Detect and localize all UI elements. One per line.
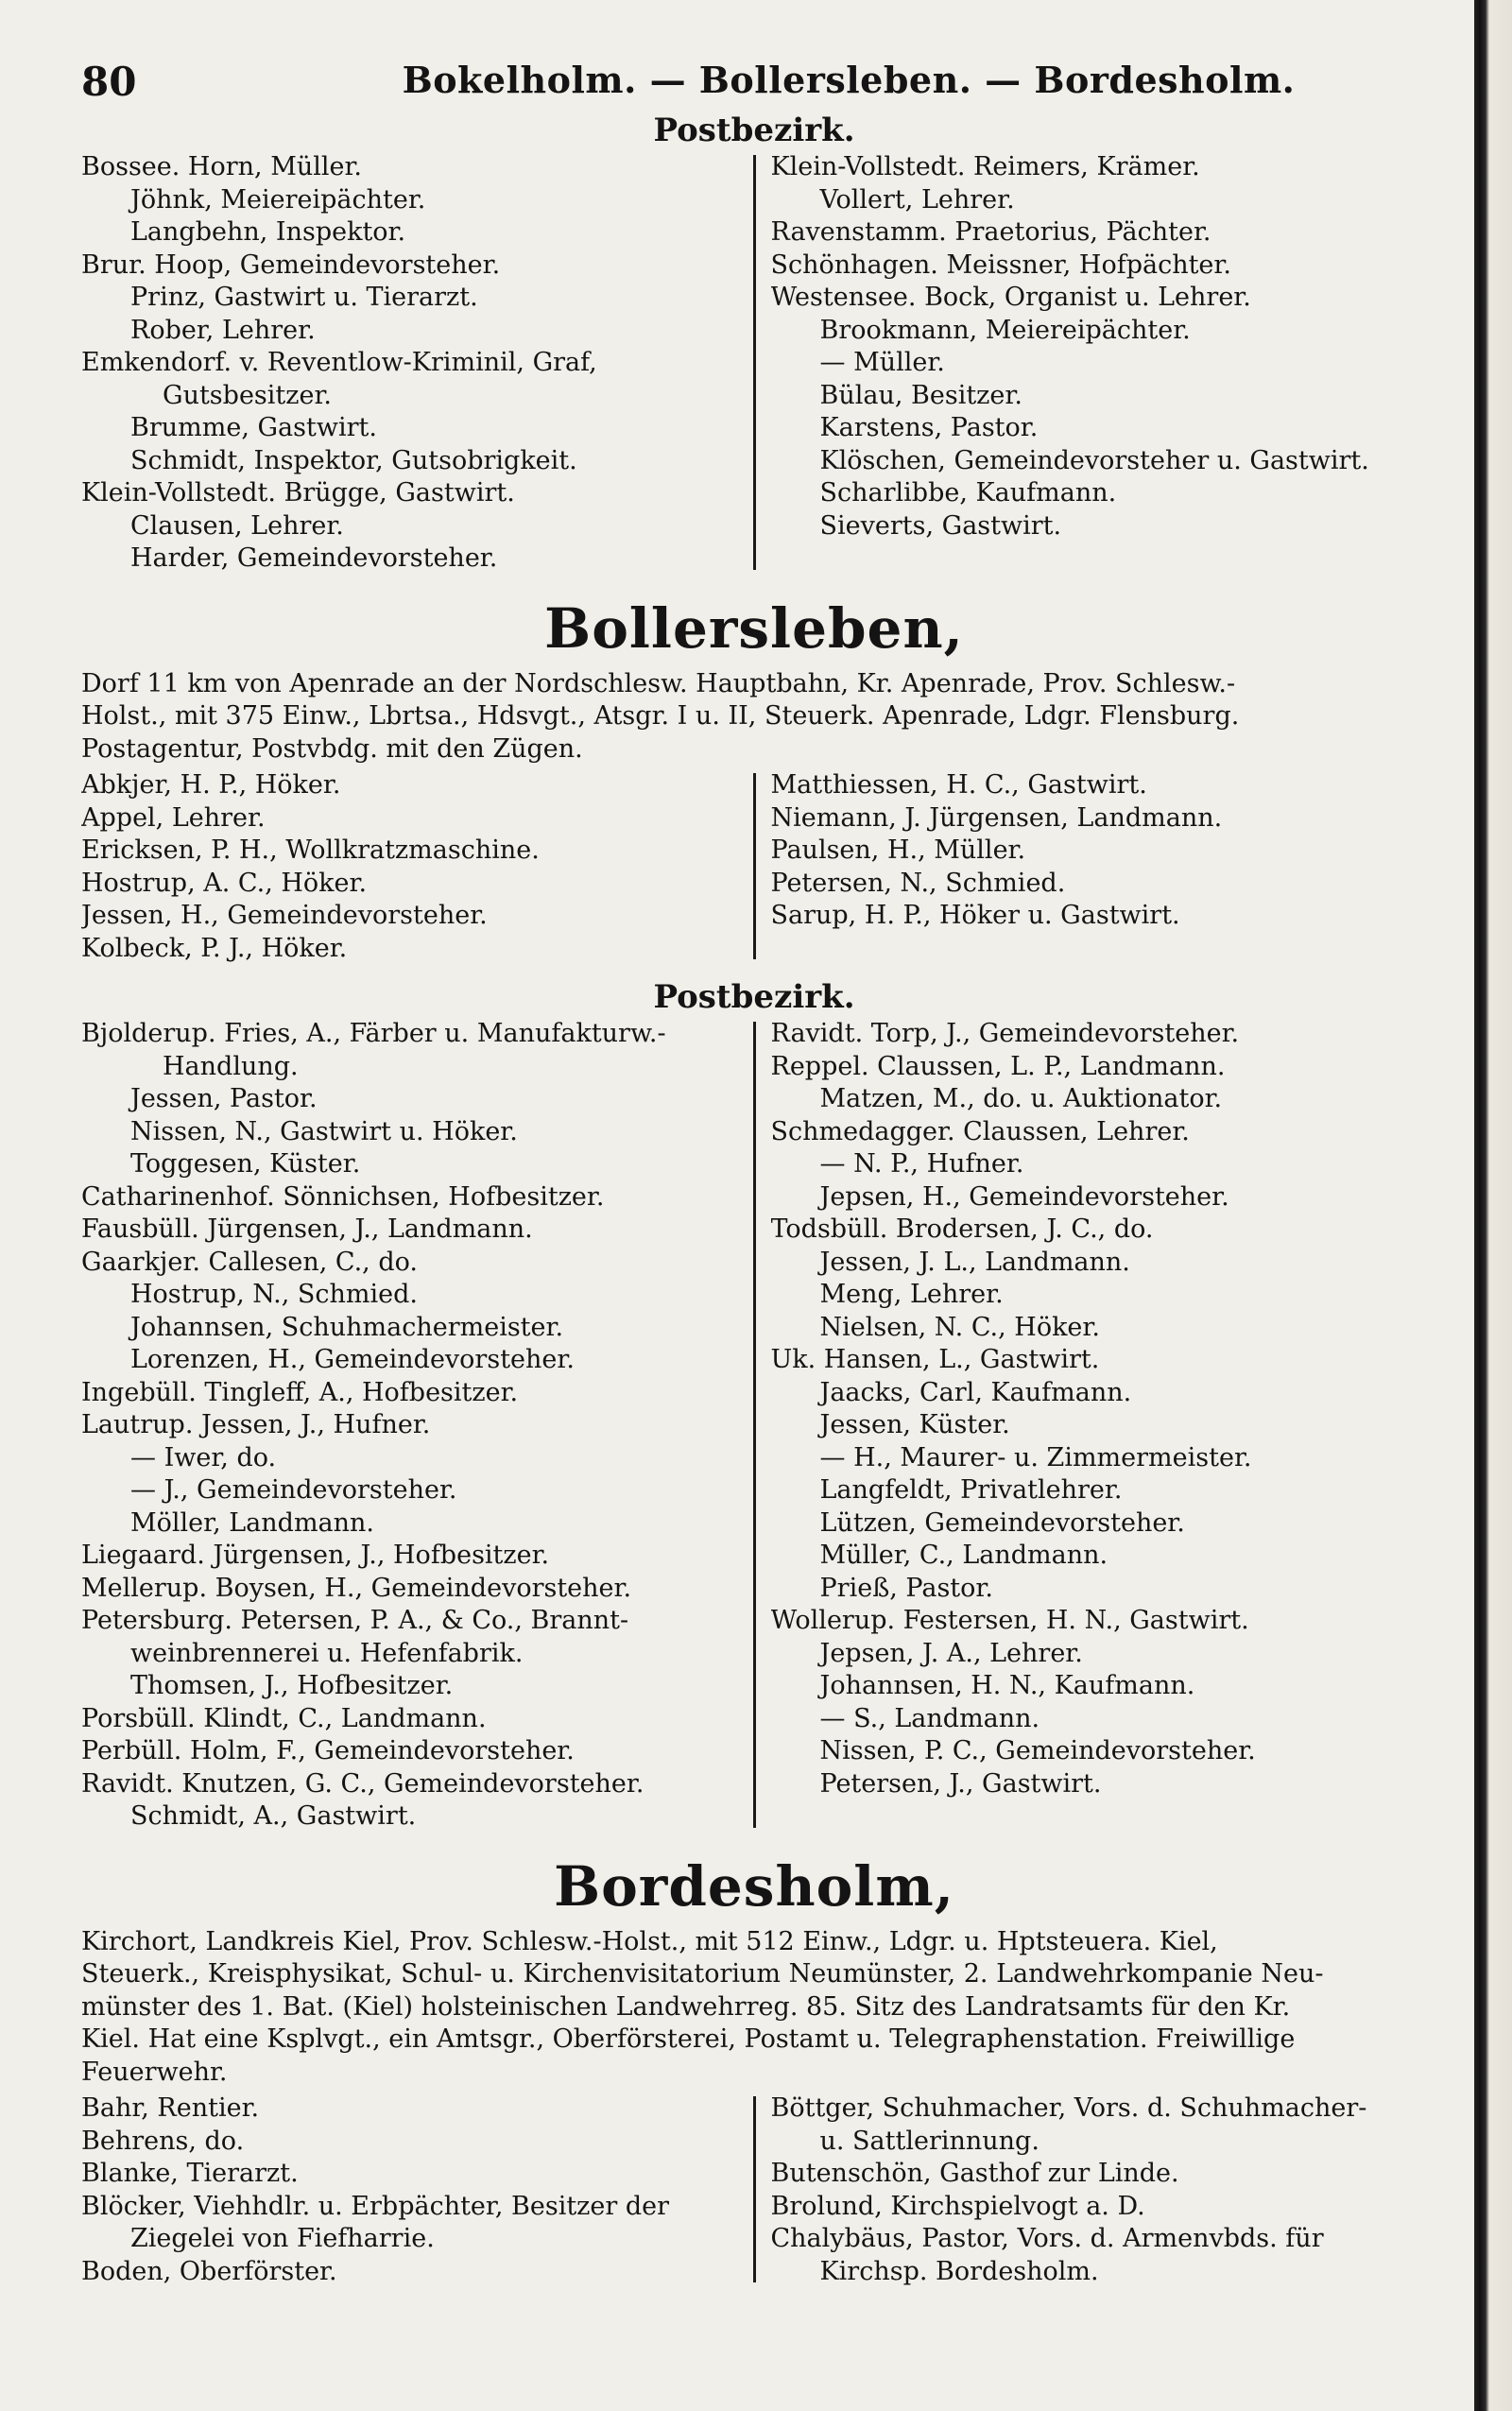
directory-entry: weinbrennerei u. Hefenfabrik.: [130, 1638, 524, 1668]
directory-entry: Hostrup, N., Schmied.: [130, 1280, 418, 1309]
directory-entry: Paulsen, H., Müller.: [770, 835, 1026, 865]
directory-entry: Schmedagger. Claussen, Lehrer.: [770, 1116, 1190, 1146]
directory-entry: Toggesen, Küster.: [130, 1149, 361, 1179]
bollersleben-left-column: [81, 769, 753, 965]
description-line: Steuerk., Kreisphysikat, Schul- u. Kirchenvisitatorium Neumünster, 2. Landwehrkompanie Neu-: [81, 1959, 1324, 1989]
directory-entry: — H., Maurer- u. Zimmermeister.: [819, 1442, 1252, 1472]
directory-entry: Jessen, H., Gemeindevorsteher.: [81, 901, 488, 930]
directory-entry: Nissen, P. C., Gemeindevorsteher.: [819, 1736, 1256, 1765]
directory-entry: Wollerup. Festersen, H. N., Gastwirt.: [770, 1606, 1249, 1635]
directory-entry: Brumme, Gastwirt.: [130, 413, 377, 442]
page-edge: [1474, 0, 1512, 2411]
directory-entry: Schmidt, A., Gastwirt.: [130, 1801, 417, 1831]
directory-entry: Sieverts, Gastwirt.: [819, 510, 1062, 541]
bollersleben-postbezirk-right-column: [756, 1018, 1428, 1834]
page-number: 80: [81, 59, 137, 105]
directory-entry: — S., Landmann.: [819, 1703, 1040, 1733]
bollersleben-description: [81, 668, 1427, 766]
description-line: Feuerwehr.: [81, 2057, 228, 2087]
description-line: Postagentur, Postvbdg. mit den Zügen.: [81, 733, 583, 764]
directory-entry: Abkjer, H. P., Höker.: [81, 770, 341, 800]
directory-entry: Liegaard. Jürgensen, J., Hofbesitzer.: [81, 1541, 550, 1570]
directory-entry: Blöcker, Viehhdlr. u. Erbpächter, Besitzer der: [81, 2191, 670, 2221]
page-header: [81, 49, 1427, 110]
bokelholm-postbezirk-columns: [81, 151, 1427, 576]
directory-entry: Lützen, Gemeindevorsteher.: [819, 1507, 1185, 1538]
directory-entry: Müller, C., Landmann.: [819, 1541, 1108, 1570]
directory-entry: Prinz, Gastwirt u. Tierarzt.: [130, 283, 478, 312]
directory-entry: Prieß, Pastor.: [819, 1573, 993, 1603]
description-line: Holst., mit 375 Einw., Lbrtsa., Hdsvgt., Atsgr. I u. II, Steuerk. Apenrade, Ldgr. Flensburg.: [81, 701, 1240, 731]
bollersleben-columns: [81, 769, 1427, 965]
description-line: Kirchort, Landkreis Kiel, Prov. Schlesw.-Holst., mit 512 Einw., Ldgr. u. Hptsteuera. Kiel,: [81, 1926, 1218, 1956]
directory-entry: Chalybäus, Pastor, Vors. d. Armenvbds. für: [770, 2224, 1324, 2253]
directory-entry: Klöschen, Gemeindevorsteher u. Gastwirt.: [819, 445, 1369, 475]
directory-entry: Hostrup, A. C., Höker.: [81, 868, 368, 898]
directory-entry: — N. P., Hufner.: [819, 1149, 1024, 1179]
directory-entry: Thomsen, J., Hofbesitzer.: [130, 1671, 454, 1700]
directory-entry: Jessen, Pastor.: [130, 1084, 318, 1113]
directory-entry: Perbüll. Holm, F., Gemeindevorsteher.: [81, 1736, 575, 1765]
bordesholm-left-column: [81, 2092, 753, 2288]
directory-entry: Blanke, Tierarzt.: [81, 2159, 299, 2188]
bollersleben-right-column: [756, 769, 1428, 965]
directory-entry: Matthiessen, H. C., Gastwirt.: [770, 770, 1147, 800]
directory-entry: Ravidt. Knutzen, G. C., Gemeindevorsteher.: [81, 1768, 644, 1799]
directory-entry: Bjolderup. Fries, A., Färber u. Manufakturw.-: [81, 1019, 666, 1048]
directory-entry: Handlung.: [163, 1051, 299, 1081]
directory-entry: Möller, Landmann.: [130, 1507, 375, 1538]
directory-entry: Catharinenhof. Sönnichsen, Hofbesitzer.: [81, 1181, 605, 1212]
description-line: Dorf 11 km von Apenrade an der Nordschlesw. Hauptbahn, Kr. Apenrade, Prov. Schlesw.-: [81, 668, 1236, 698]
directory-entry: Vollert, Lehrer.: [819, 184, 1015, 215]
directory-entry: Petersen, J., Gastwirt.: [819, 1768, 1102, 1799]
directory-entry: Clausen, Lehrer.: [130, 510, 344, 541]
page-content: [81, 49, 1427, 2288]
description-line: Kiel. Hat eine Ksplvgt., ein Amtsgr., Oberförsterei, Postamt u. Telegraphenstation. Freiwillige: [81, 2024, 1296, 2054]
directory-entry: Fausbüll. Jürgensen, J., Landmann.: [81, 1214, 533, 1244]
directory-entry: Johannsen, H. N., Kaufmann.: [819, 1671, 1195, 1700]
directory-entry: — Müller.: [819, 348, 945, 377]
bordesholm-right-column: [756, 2092, 1428, 2288]
directory-entry: Appel, Lehrer.: [81, 802, 266, 833]
directory-entry: u. Sattlerinnung.: [819, 2126, 1040, 2156]
bollersleben-postbezirk-left-column: [81, 1018, 753, 1834]
directory-entry: Bahr, Rentier.: [81, 2093, 260, 2123]
directory-entry: Rober, Lehrer.: [130, 315, 316, 345]
directory-entry: Ravenstamm. Praetorius, Pächter.: [770, 217, 1211, 247]
directory-entry: Brur. Hoop, Gemeindevorsteher.: [81, 250, 501, 280]
directory-entry: Reppel. Claussen, L. P., Landmann.: [770, 1051, 1226, 1081]
directory-entry: Behrens, do.: [81, 2126, 245, 2156]
directory-entry: Ingebüll. Tingleff, A., Hofbesitzer.: [81, 1377, 519, 1407]
directory-entry: Langbehn, Inspektor.: [130, 217, 406, 247]
directory-entry: Jessen, Küster.: [819, 1410, 1010, 1439]
directory-entry: Bülau, Besitzer.: [819, 380, 1022, 410]
directory-entry: Gaarkjer. Callesen, C., do.: [81, 1247, 418, 1277]
directory-entry: Matzen, M., do. u. Auktionator.: [819, 1084, 1223, 1113]
directory-entry: Mellerup. Boysen, H., Gemeindevorsteher.: [81, 1573, 632, 1603]
bokelholm-left-column: [81, 151, 753, 576]
bollersleben-postbezirk-columns: [81, 1018, 1427, 1834]
directory-entry: Emkendorf. v. Reventlow-Kriminil, Graf,: [81, 348, 597, 377]
directory-entry: Jessen, J. L., Landmann.: [819, 1247, 1130, 1277]
directory-entry: Jaacks, Carl, Kaufmann.: [819, 1377, 1132, 1407]
directory-entry: Meng, Lehrer.: [819, 1280, 1004, 1309]
directory-entry: Jepsen, J. A., Lehrer.: [819, 1638, 1083, 1668]
directory-entry: Nissen, N., Gastwirt u. Höker.: [130, 1116, 518, 1146]
running-head: Bokelholm. — Bollersleben. — Bordesholm.: [402, 59, 1296, 101]
directory-entry: Todsbüll. Brodersen, J. C., do.: [770, 1214, 1154, 1244]
directory-entry: Ericksen, P. H., Wollkratzmaschine.: [81, 835, 540, 865]
bordesholm-description: [81, 1926, 1427, 2090]
directory-entry: Niemann, J. Jürgensen, Landmann.: [770, 802, 1223, 833]
directory-entry: Jepsen, H., Gemeindevorsteher.: [819, 1181, 1229, 1212]
directory-entry: Ravidt. Torp, J., Gemeindevorsteher.: [770, 1019, 1240, 1048]
directory-entry: Petersburg. Petersen, P. A., & Co., Brannt-: [81, 1606, 629, 1635]
directory-entry: Kolbeck, P. J., Höker.: [81, 933, 348, 963]
bordesholm-title: Bordesholm,: [554, 1853, 954, 1919]
directory-entry: — J., Gemeindevorsteher.: [130, 1475, 457, 1505]
directory-entry: Bossee. Horn, Müller.: [81, 152, 362, 181]
directory-entry: Lorenzen, H., Gemeindevorsteher.: [130, 1345, 575, 1374]
directory-entry: Schmidt, Inspektor, Gutsobrigkeit.: [130, 445, 577, 475]
description-line: münster des 1. Bat. (Kiel) holsteinischen Landwehrreg. 85. Sitz des Landratsamts für den Kr.: [81, 1991, 1291, 2022]
directory-entry: Klein-Vollstedt. Reimers, Krämer.: [770, 152, 1200, 181]
directory-entry: Nielsen, N. C., Höker.: [819, 1312, 1100, 1342]
directory-entry: Böttger, Schuhmacher, Vors. d. Schuhmacher-: [770, 2093, 1367, 2123]
directory-entry: Ziegelei von Fiefharrie.: [130, 2224, 435, 2253]
directory-entry: Lautrup. Jessen, J., Hufner.: [81, 1410, 431, 1439]
directory-entry: Karstens, Pastor.: [819, 413, 1039, 442]
directory-entry: Petersen, N., Schmied.: [770, 868, 1066, 898]
bokelholm-right-column: [756, 151, 1428, 576]
directory-entry: Westensee. Bock, Organist u. Lehrer.: [770, 283, 1251, 312]
directory-entry: Sarup, H. P., Höker u. Gastwirt.: [770, 901, 1180, 930]
directory-entry: Gutsbesitzer.: [163, 380, 332, 410]
bokelholm-postbezirk-label: Postbezirk.: [653, 112, 855, 149]
directory-entry: Butenschön, Gasthof zur Linde.: [770, 2159, 1179, 2188]
bollersleben-postbezirk-label: Postbezirk.: [653, 978, 855, 1016]
directory-entry: Langfeldt, Privatlehrer.: [819, 1475, 1123, 1505]
bordesholm-columns: [81, 2092, 1427, 2288]
directory-entry: Brookmann, Meiereipächter.: [819, 315, 1191, 345]
directory-entry: — Iwer, do.: [130, 1442, 277, 1472]
directory-entry: Kirchsp. Bordesholm.: [819, 2256, 1099, 2286]
directory-entry: Schönhagen. Meissner, Hofpächter.: [770, 250, 1231, 280]
directory-entry: Porsbüll. Klindt, C., Landmann.: [81, 1703, 487, 1733]
directory-entry: Scharlibbe, Kaufmann.: [819, 478, 1117, 508]
directory-entry: Johannsen, Schuhmachermeister.: [130, 1312, 564, 1342]
directory-entry: Jöhnk, Meiereipächter.: [130, 184, 426, 215]
directory-entry: Harder, Gemeindevorsteher.: [130, 543, 498, 573]
directory-entry: Klein-Vollstedt. Brügge, Gastwirt.: [81, 478, 515, 508]
bollersleben-title: Bollersleben,: [544, 595, 964, 661]
directory-entry: Brolund, Kirchspielvogt a. D.: [770, 2191, 1145, 2221]
directory-entry: Boden, Oberförster.: [81, 2256, 337, 2286]
directory-entry: Uk. Hansen, L., Gastwirt.: [770, 1345, 1100, 1374]
